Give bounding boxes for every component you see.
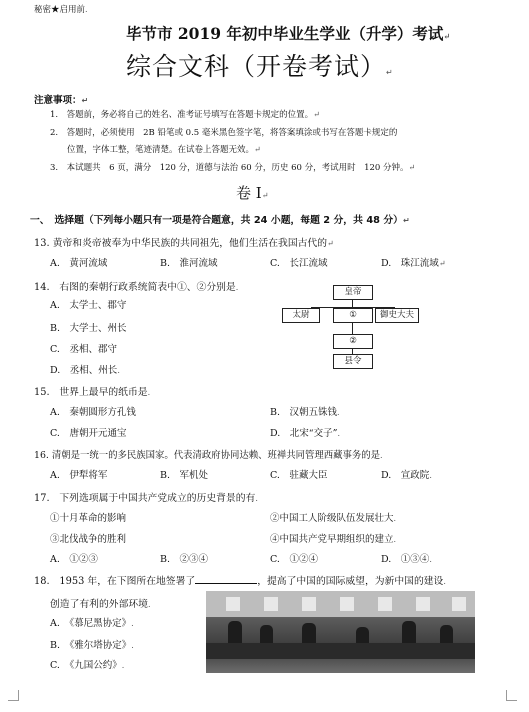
exam-title: 毕节市 2019 年初中毕业生学业（升学）考试↵ — [126, 24, 451, 43]
q16-option-c: C. 驻藏大臣 — [270, 470, 328, 481]
q16-option-a: A. 伊犁将军 — [50, 470, 108, 481]
diagram-box-emperor: 皇帝 — [333, 285, 373, 300]
q13-option-b: B. 淮河流域 — [160, 258, 218, 269]
subject-title: 综合文科（开卷考试）↵ — [126, 52, 394, 81]
q13-option-a: A. 黄河流域 — [50, 258, 108, 269]
q18-option-c: C. 《九国公约》. — [50, 660, 125, 671]
question-18-stem-cont: 创造了有利的外部环境. — [50, 599, 151, 610]
section-heading: 一、 选择题（下列每小题只有一项是符合题意，共 24 小题，每题 2 分，共 48 分）↵ — [30, 215, 410, 226]
notice-item-2-cont: 位置，字体工整，笔迹清楚。在试卷上答题无效。↵ — [67, 145, 261, 155]
q16-option-b: B. 军机处 — [160, 470, 209, 481]
q14-option-d: D. 丞相、州长. — [50, 365, 120, 376]
q17-option-c: C. ①②④ — [270, 554, 318, 565]
q15-option-c: C. 唐朝开元通宝 — [50, 428, 127, 439]
q13-option-c: C. 长江流域 — [270, 258, 328, 269]
q17-option-d: D. ①③④. — [381, 554, 432, 565]
q15-option-b: B. 汉朝五铢钱. — [270, 407, 340, 418]
diagram-connector — [352, 299, 353, 307]
diagram-box-blank-2: ② — [333, 334, 373, 349]
q15-option-a: A. 秦朝圆形方孔钱 — [50, 407, 136, 418]
question-13-stem: 13. 黄帝和炎帝被奉为中华民族的共同祖先，他们生活在我国古代的↵ — [34, 238, 334, 249]
question-15-stem: 15. 世界上最早的纸币是. — [34, 387, 151, 398]
q17-option-b: B. ②③④ — [160, 554, 209, 565]
q16-option-d: D. 宣政院. — [381, 470, 432, 481]
notice-item-1: 1. 答题前，务必将自己的姓名、准考证号填写在答题卡规定的位置。↵ — [50, 110, 320, 120]
notice-item-2: 2. 答题时，必须使用 2B 铅笔或 0.5 毫米黑色签字笔，将答案填涂或书写在答题卡规定的 — [50, 128, 398, 138]
q17-option-a: A. ①②③ — [50, 554, 98, 565]
question-14-stem: 14. 右图的秦朝行政系统简表中①、②分别是. — [34, 282, 239, 293]
question-18-stem: 18. 1953 年，在下图所在地签署了 ，提高了中国的国际威望，为新中国的建设. — [34, 573, 446, 587]
question-16-stem: 16. 清朝是一统一的多民族国家。代表清政府协同达赖、班禅共同管理西藏事务的是. — [34, 450, 383, 461]
secret-label: 秘密★启用前. — [34, 5, 88, 15]
diagram-connector — [352, 322, 353, 334]
q18-option-a: A. 《慕尼黑协定》. — [50, 618, 134, 629]
diagram-box-xianling: 县令 — [333, 354, 373, 369]
q17-statement-3: ③北伐战争的胜利 — [50, 534, 127, 545]
negotiation-photo — [206, 591, 475, 673]
q17-statement-4: ④中国共产党早期组织的建立. — [270, 534, 397, 545]
q18-option-b: B. 《雅尔塔协定》. — [50, 640, 134, 651]
diagram-box-yushidafu: 御史大夫 — [375, 308, 419, 323]
q14-option-a: A. 太学士、郡守 — [50, 300, 127, 311]
diagram-box-blank-1: ① — [333, 308, 373, 323]
q17-statement-2: ②中国工人阶级队伍发展壮大. — [270, 513, 397, 524]
volume-label: 卷 I↵ — [236, 184, 269, 202]
diagram-box-taiwei: 太尉 — [282, 308, 320, 323]
answer-blank — [195, 573, 257, 584]
q15-option-d: D. 北宋“交子”. — [270, 428, 341, 439]
q13-option-d: D. 珠江流域↵ — [381, 258, 446, 269]
corner-mark — [8, 690, 19, 701]
notice-item-3: 3. 本试题共 6 页，满分 120 分，道德与法治 60 分，历史 60 分，考试用时 120 分钟。↵ — [50, 163, 416, 173]
notice-heading: 注意事项：↵ — [34, 95, 89, 106]
q17-statement-1: ①十月革命的影响 — [50, 513, 127, 524]
corner-mark — [506, 690, 517, 701]
q14-option-c: C. 丞相、郡守 — [50, 344, 117, 355]
q14-option-b: B. 大学士、州长 — [50, 323, 127, 334]
question-17-stem: 17. 下列选项属于中国共产党成立的历史背景的有. — [34, 493, 258, 504]
